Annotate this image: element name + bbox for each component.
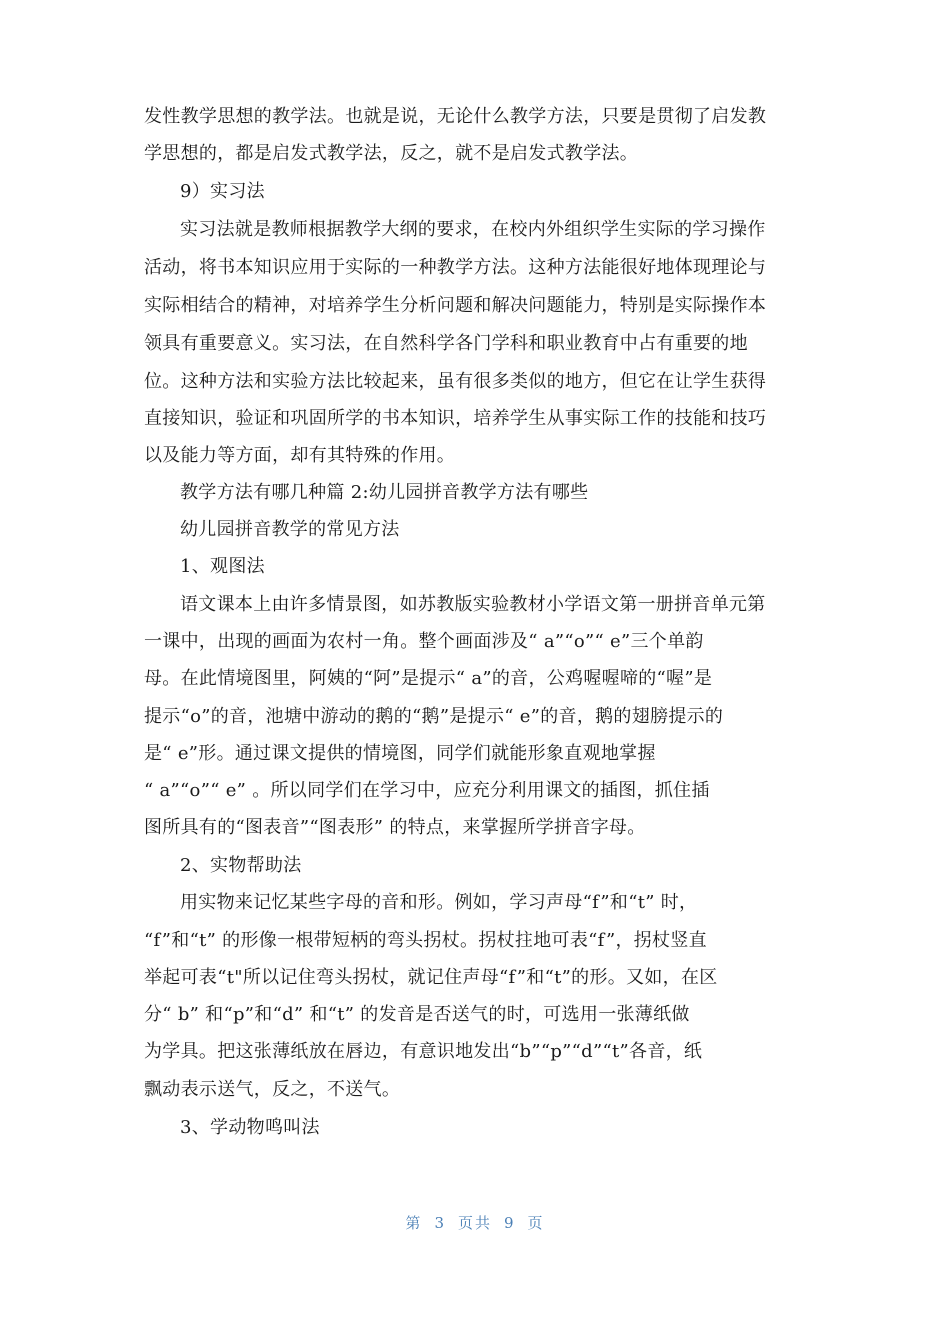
- text-line: 举起可表“t"所以记住弯头拐杖，就记住声母“f”和“t”的形。又如，在区: [144, 967, 718, 988]
- text-line: 学思想的，都是启发式教学法，反之，就不是启发式教学法。: [144, 143, 639, 164]
- text-line: 实习法就是教师根据教学大纲的要求，在校内外组织学生实际的学习操作: [180, 219, 766, 240]
- page-footer: [0, 1212, 950, 1233]
- text-line: 一课中，出现的画面为农村一角。整个画面涉及“ a”“o”“ e”三个单韵: [144, 631, 704, 652]
- footer-prefix: 第: [405, 1214, 423, 1232]
- text-line: 以及能力等方面，却有其特殊的作用。: [144, 445, 456, 466]
- text-line: 飘动表示送气，反之，不送气。: [144, 1079, 401, 1100]
- text-line: 实际相结合的精神，对培养学生分析问题和解决问题能力，特别是实际操作本: [144, 295, 767, 316]
- section-heading: 2、实物帮助法: [180, 855, 302, 876]
- text-line: 是“ e”形。通过课文提供的情境图，同学们就能形象直观地掌握: [144, 743, 656, 764]
- text-line: 直接知识，验证和巩固所学的书本知识，培养学生从事实际工作的技能和技巧: [144, 408, 767, 429]
- total-page-count: 9: [504, 1214, 516, 1232]
- text-line: “f”和“t” 的形像一根带短柄的弯头拐杖。拐杖拄地可表“f”，拐杖竖直: [144, 930, 707, 951]
- text-line: 为学具。把这张薄纸放在唇边，有意识地发出“b”“p”“d”“t”各音，纸: [144, 1041, 703, 1062]
- text-line: 图所具有的“图表音”“图表形” 的特点，来掌握所学拼音字母。: [144, 817, 646, 838]
- text-line: 用实物来记忆某些字母的音和形。例如，学习声母“f”和“t” 时，: [180, 892, 698, 913]
- text-line: “ a”“o”“ e” 。所以同学们在学习中，应充分利用课文的插图，抓住插: [144, 780, 710, 801]
- text-line: 分“ b” 和“p”和“d” 和“t” 的发音是否送气的时，可选用一张薄纸做: [144, 1004, 690, 1025]
- text-line: 提示“o”的音，池塘中游动的鹅的“鹅”是提示“ e”的音，鹅的翅膀提示的: [144, 706, 724, 727]
- text-line: 活动，将书本知识应用于实际的一种教学方法。这种方法能很好地体现理论与: [144, 257, 767, 278]
- current-page-number: 3: [434, 1214, 446, 1232]
- footer-middle: 页共: [457, 1214, 492, 1232]
- section-heading: 9）实习法: [180, 181, 265, 202]
- section-heading: 3、学动物鸣叫法: [180, 1117, 320, 1138]
- text-line: 语文课本上由许多情景图，如苏教版实验教材小学语文第一册拼音单元第: [180, 594, 766, 615]
- text-line: 位。这种方法和实验方法比较起来，虽有很多类似的地方，但它在让学生获得: [144, 371, 767, 392]
- text-line: 发性教学思想的教学法。也就是说，无论什么教学方法，只要是贯彻了启发教: [144, 106, 767, 127]
- section-heading: 幼儿园拼音教学的常见方法: [180, 519, 400, 540]
- text-line: 母。在此情境图里，阿姨的“阿”是提示“ a”的音，公鸡喔喔啼的“喔”是: [144, 668, 713, 689]
- article-title: 教学方法有哪几种篇 2:幼儿园拼音教学方法有哪些: [180, 482, 589, 503]
- section-heading: 1、观图法: [180, 556, 265, 577]
- footer-suffix: 页: [527, 1214, 545, 1232]
- text-line: 领具有重要意义。实习法，在自然科学各门学科和职业教育中占有重要的地: [144, 333, 748, 354]
